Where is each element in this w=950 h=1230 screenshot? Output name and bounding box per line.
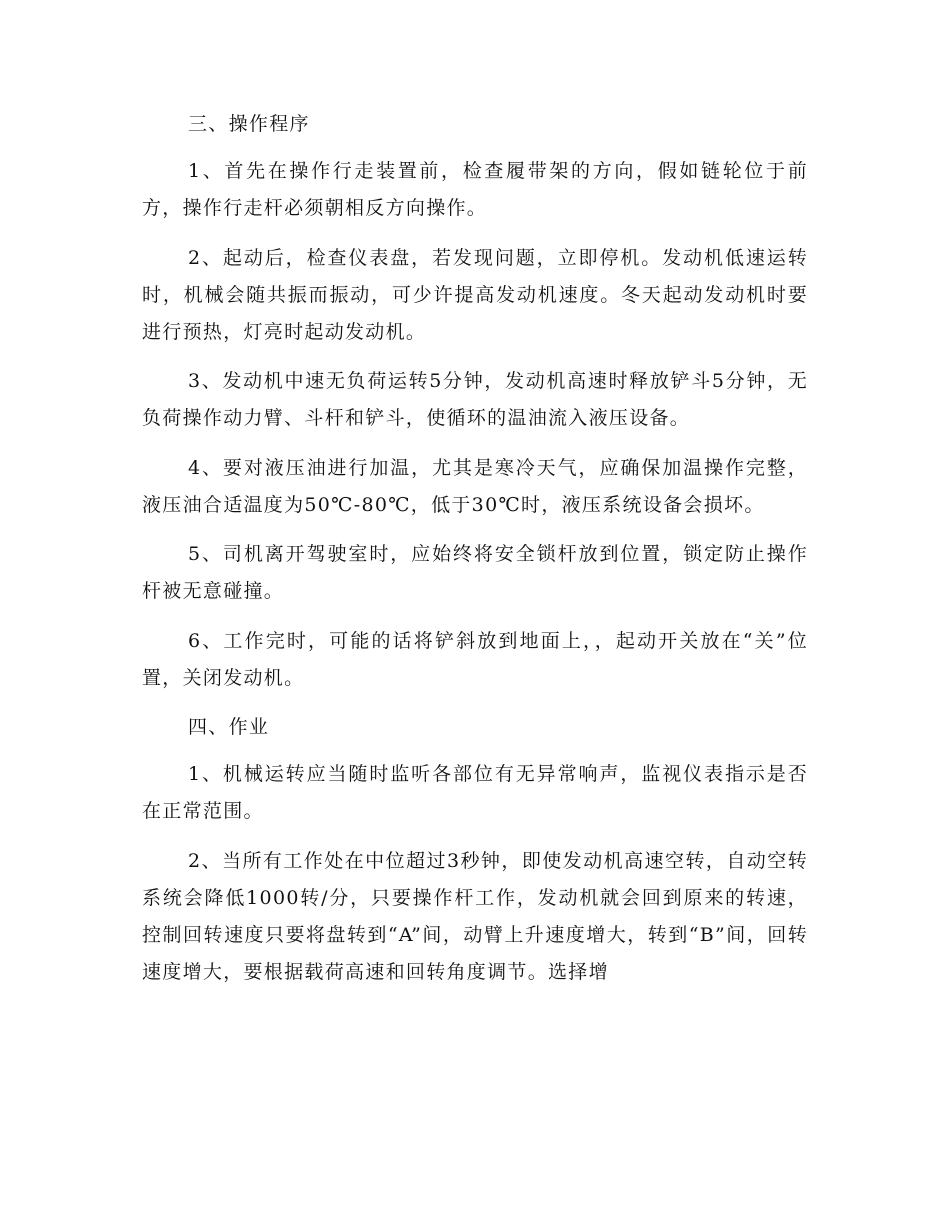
paragraph-work-2: 2、当所有工作处在中位超过3秒钟，即使发动机高速空转，自动空转系统会降低1000转/分，只要操作杆工作，发动机就会回到原来的转速，控制回转速度只要将盘转到“A”间，动臂上升速度增大，转到“B”间，回转速度增大，要根据载荷高速和回转角度调节。选择增 — [142, 849, 808, 983]
paragraph-step-2: 2、起动后，检查仪表盘，若发现问题，立即停机。发动机低速运转时，机械会随共振而振动，可少许提高发动机速度。冬天起动发动机时要进行预热，灯亮时起动发动机。 — [142, 246, 808, 343]
paragraph-work-1: 1、机械运转应当随时监听各部位有无异常响声，监视仪表指示是否在正常范围。 — [142, 763, 808, 822]
paragraph-step-5: 5、司机离开驾驶室时，应始终将安全锁杆放到位置，锁定防止操作杆被无意碰撞。 — [142, 543, 808, 602]
document-body — [142, 106, 808, 1003]
section-heading-operation-procedure: 三、操作程序 — [188, 113, 310, 135]
paragraph-step-1: 1、首先在操作行走装置前，检查履带架的方向，假如链轮位于前方，操作行走杆必须朝相反方向操作。 — [142, 160, 808, 219]
paragraph-step-6: 6、工作完时，可能的话将铲斜放到地面上，，起动开关放在“关”位置，关闭发动机。 — [142, 629, 808, 689]
section-heading-work: 四、作业 — [188, 716, 270, 738]
paragraph-step-3: 3、发动机中速无负荷运转5分钟，发动机高速时释放铲斗5分钟，无负荷操作动力臂、斗杆和铲斗，使循环的温油流入液压设备。 — [142, 370, 808, 429]
paragraph-step-4: 4、要对液压油进行加温，尤其是寒冷天气，应确保加温操作完整，液压油合适温度为50℃-80℃，低于30℃时，液压系统设备会损坏。 — [142, 456, 808, 516]
